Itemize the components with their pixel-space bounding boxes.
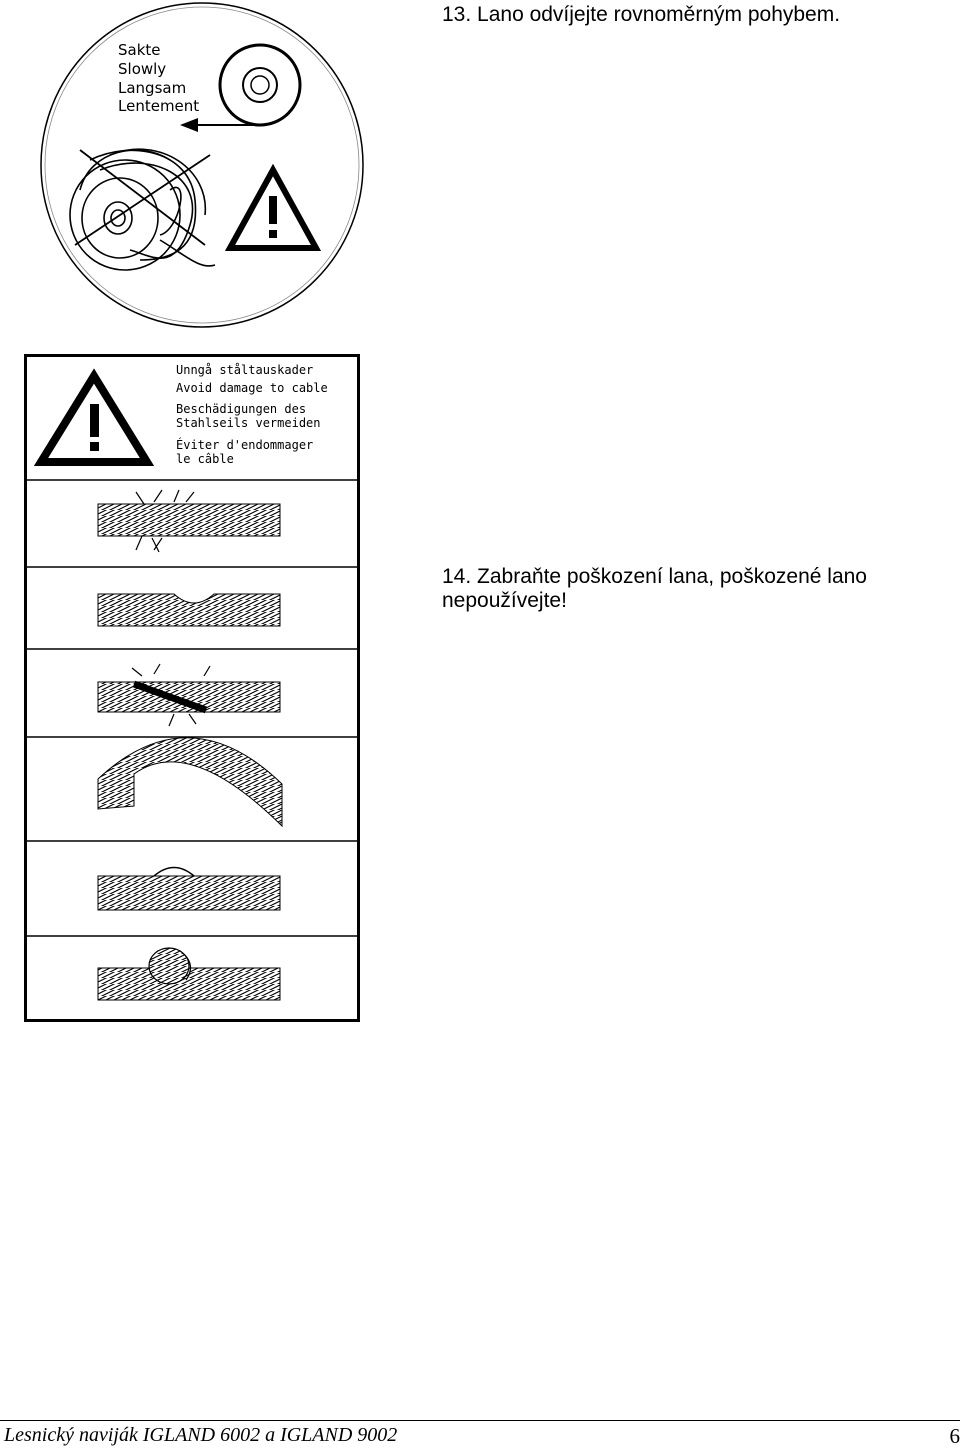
slowly-label-2: Langsam <box>118 79 186 97</box>
rope-knot-icon <box>98 948 280 1000</box>
cable-label-1: Avoid damage to cable <box>176 381 328 395</box>
tangled-drum-icon <box>70 149 215 270</box>
cable-damage-figure <box>24 354 360 1022</box>
rewind-slowly-figure <box>20 0 380 335</box>
cable-label-2: Beschädigungen des <box>176 402 306 416</box>
warning-icon <box>230 170 316 248</box>
rope-bent-icon <box>98 738 282 826</box>
cable-label-4: Éviter d'endommager <box>176 437 313 452</box>
slowly-label-1: Slowly <box>118 60 166 78</box>
slowly-label-3: Lentement <box>118 97 199 115</box>
step-13-text: 13. Lano odvíjejte rovnoměrným pohybem. <box>442 3 840 26</box>
step-14-text: Zabraňte poškození lana, poškozené lano nepoužívejte! <box>442 565 867 612</box>
step-13-caption <box>442 3 840 27</box>
step-14-caption <box>442 565 942 613</box>
cable-label-3: Stahlseils vermeiden <box>176 416 321 430</box>
cable-label-5: le câble <box>176 452 234 466</box>
rope-crushed-icon <box>98 594 280 626</box>
footer-rule <box>0 1420 960 1421</box>
rope-kinked-icon <box>98 868 280 911</box>
page-number: 6 <box>950 1424 960 1448</box>
rope-broken-strands-icon <box>98 490 280 552</box>
arrow-left-icon <box>180 118 262 132</box>
rope-birdcage-icon <box>98 664 280 726</box>
slowly-label-0: Sakte <box>118 41 161 59</box>
footer-title: Lesnický naviják IGLAND 6002 a IGLAND 9002 <box>4 1423 397 1447</box>
step-14-number: 14. <box>442 565 471 589</box>
neat-drum-icon <box>220 45 300 125</box>
cable-label-0: Unngå ståltauskader <box>176 363 313 377</box>
cable-warning-icon <box>41 376 147 462</box>
